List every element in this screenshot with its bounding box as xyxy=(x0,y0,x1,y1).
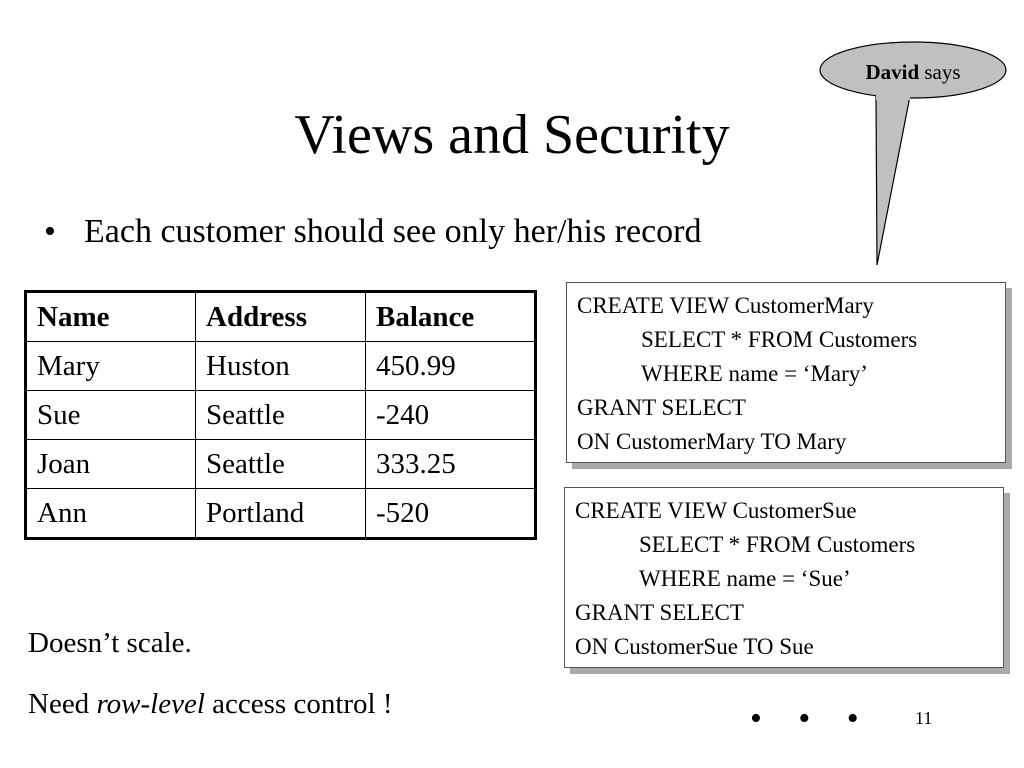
code-line: GRANT SELECT xyxy=(577,395,746,420)
bullet-point xyxy=(44,210,701,254)
speaker-name: David xyxy=(865,60,920,84)
sql-code-box-sue xyxy=(564,487,1004,668)
cell-balance: -240 xyxy=(366,391,536,440)
bullet-marker: • xyxy=(44,213,56,250)
note-prefix: Need xyxy=(28,688,97,720)
note-doesnt-scale: Doesn’t scale. xyxy=(28,627,192,659)
code-line: GRANT SELECT xyxy=(575,600,744,625)
cell-address: Seattle xyxy=(196,440,366,489)
code-line: ON CustomerMary TO Mary xyxy=(577,429,847,454)
cell-name: Ann xyxy=(26,489,196,539)
code-line: ON CustomerSue TO Sue xyxy=(575,634,814,659)
table-header-row xyxy=(26,292,536,342)
note-suffix: access control ! xyxy=(204,688,393,720)
cell-balance: -520 xyxy=(366,489,536,539)
code-line: WHERE name = ‘Mary’ xyxy=(641,361,868,386)
cell-address: Portland xyxy=(196,489,366,539)
code-line: CREATE VIEW CustomerMary xyxy=(577,293,874,318)
customers-table xyxy=(24,290,537,540)
table-row xyxy=(26,391,536,440)
table-row xyxy=(26,440,536,489)
table-row xyxy=(26,489,536,539)
cell-balance: 450.99 xyxy=(366,342,536,391)
cell-name: Joan xyxy=(26,440,196,489)
code-line: SELECT * FROM Customers xyxy=(639,532,916,557)
note-emphasis: row-level xyxy=(96,688,205,720)
sql-code-box-mary xyxy=(566,282,1006,463)
code-line: WHERE name = ‘Sue’ xyxy=(639,566,851,591)
cell-address: Seattle xyxy=(196,391,366,440)
cell-name: Sue xyxy=(26,391,196,440)
cell-address: Huston xyxy=(196,342,366,391)
table-row xyxy=(26,342,536,391)
bullet-text: Each customer should see only her/his record xyxy=(84,213,702,250)
header-name: Name xyxy=(26,292,196,342)
page-number: 11 xyxy=(915,708,933,728)
slide-title: Views and Security xyxy=(294,104,730,166)
code-line: CREATE VIEW CustomerSue xyxy=(575,498,857,523)
code-line: SELECT * FROM Customers xyxy=(641,327,918,352)
note-row-level xyxy=(28,686,393,722)
ellipsis: • • • xyxy=(750,700,873,737)
speaker-says: says xyxy=(919,60,961,84)
speech-bubble-text xyxy=(820,58,1006,86)
header-address: Address xyxy=(196,292,366,342)
cell-name: Mary xyxy=(26,342,196,391)
header-balance: Balance xyxy=(366,292,536,342)
cell-balance: 333.25 xyxy=(366,440,536,489)
